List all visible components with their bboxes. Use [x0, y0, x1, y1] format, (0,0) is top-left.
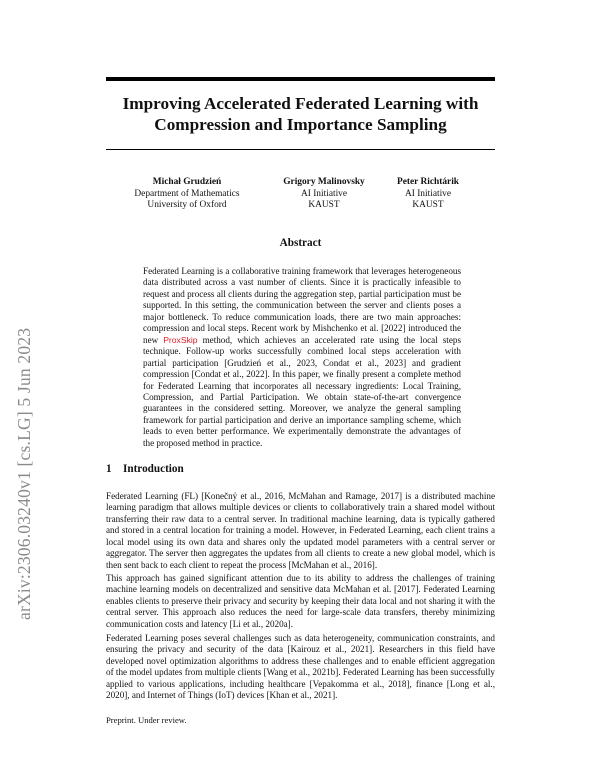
- body-paragraph: Federated Learning poses several challenges such as data heterogeneity, communication constraints, and ensuring the privacy and security of the data [Kairouz et al., 2021]. Researchers in this field have developed novel optimization algorithms to address these challenges and to enable efficient aggregation of the model updates from multiple clients [Wang et al., 2021b]. Federated Learning has been successfully applied to various applications, including healthcare [Vepakomma et al., 2018], finance [Long et al., 2020], and Internet of Things (IoT) devices [Khan et al., 2021].: [106, 633, 495, 701]
- section-title: Introduction: [123, 463, 184, 475]
- author-block: [384, 177, 472, 212]
- abstract-text: Federated Learning is a collaborative training framework that leverages heterogeneous data distributed across a vast number of clients. Since it is practically infeasible to request and process all clients during the aggregation step, partial participation must be supported. In this setting, the communication between the server and clients poses a major bottleneck. To reduce communication loads, there are two main approaches: compression and local steps. Recent work by Mishchenko et al. [2022] introduced the new: [143, 266, 462, 345]
- author-name: Peter Richtárik: [396, 177, 460, 187]
- body-paragraph: Federated Learning (FL) [Konečný et al., 2016, McMahan and Ramage, 2017] is a distributed machine learning paradigm that allows multiple devices or clients to collaboratively train a shared model without transferring their raw data to a central server. In traditional machine learning, data is typically gathered and stored in a central location for training a model. However, in Federated Learning, each client trains a local model using its own data and shares only the updated model parameters with a central server or aggregator. The server then aggregates the updates from all clients to create a new global model, which is then sent back to each client to repeat the process [McMahan et al., 2016].: [106, 491, 495, 570]
- body-paragraph: This approach has gained significant attention due to its ability to address the challenges of training machine learning models on decentralized and sensitive data McMahan et al. [2017]. Federated Learning enables clients to preserve their privacy and security by keeping their data local and not sharing it with the central server. This approach also reduces the need for large-scale data transfers, thereby minimizing communication costs and latency [Li et al., 2020a].: [106, 573, 495, 629]
- title-bottom-rule: [106, 149, 495, 150]
- section-heading: [106, 463, 184, 475]
- section-number: 1: [106, 463, 112, 475]
- author-affiliation: KAUST: [308, 200, 340, 210]
- author-block: [264, 177, 384, 212]
- author-name: Michał Grudzień: [152, 177, 222, 187]
- title-line-1: Improving Accelerated Federated Learning with: [122, 94, 479, 113]
- preprint-footer: Preprint. Under review.: [106, 715, 187, 725]
- abstract-body: [143, 266, 461, 449]
- author-affiliation: AI Initiative: [404, 188, 452, 199]
- author-name: Grigory Malinovsky: [283, 177, 365, 187]
- author-affiliation: AI Initiative: [300, 188, 348, 199]
- arxiv-identifier-stamp: arXiv:2306.03240v1 [cs.LG] 5 Jun 2023: [14, 327, 34, 620]
- proxskip-link[interactable]: ProxSkip: [163, 334, 198, 345]
- abstract-text: method, which achieves an accelerated rate using the local steps technique. Follow-up works successfully combined local steps acceleration with partial participation [Grudzień et al., 2023, Condat et al., 2023] and gradient compression [Condat et al., 2022]. In this paper, we finally present a complete method for Federated Learning that incorporates all necessary ingredients: Local Training, Compression, and Partial Participation. We obtain state-of-the-art convergence guarantees in the considered setting. Moreover, we analyze the general sampling framework for partial participation and derive an importance sampling scheme, which leads to even better performance. We experimentally demonstrate the advantages of the proposed method in practice.: [143, 334, 461, 448]
- title-line-2: Compression and Importance Sampling: [154, 115, 447, 134]
- abstract-heading: Abstract: [279, 237, 322, 249]
- paper-title: [106, 93, 495, 135]
- author-affiliation: KAUST: [412, 200, 444, 210]
- author-affiliation: Department of Mathematics: [134, 188, 240, 199]
- title-top-rule: [106, 77, 495, 81]
- author-block: [120, 177, 254, 212]
- author-affiliation: University of Oxford: [147, 200, 227, 210]
